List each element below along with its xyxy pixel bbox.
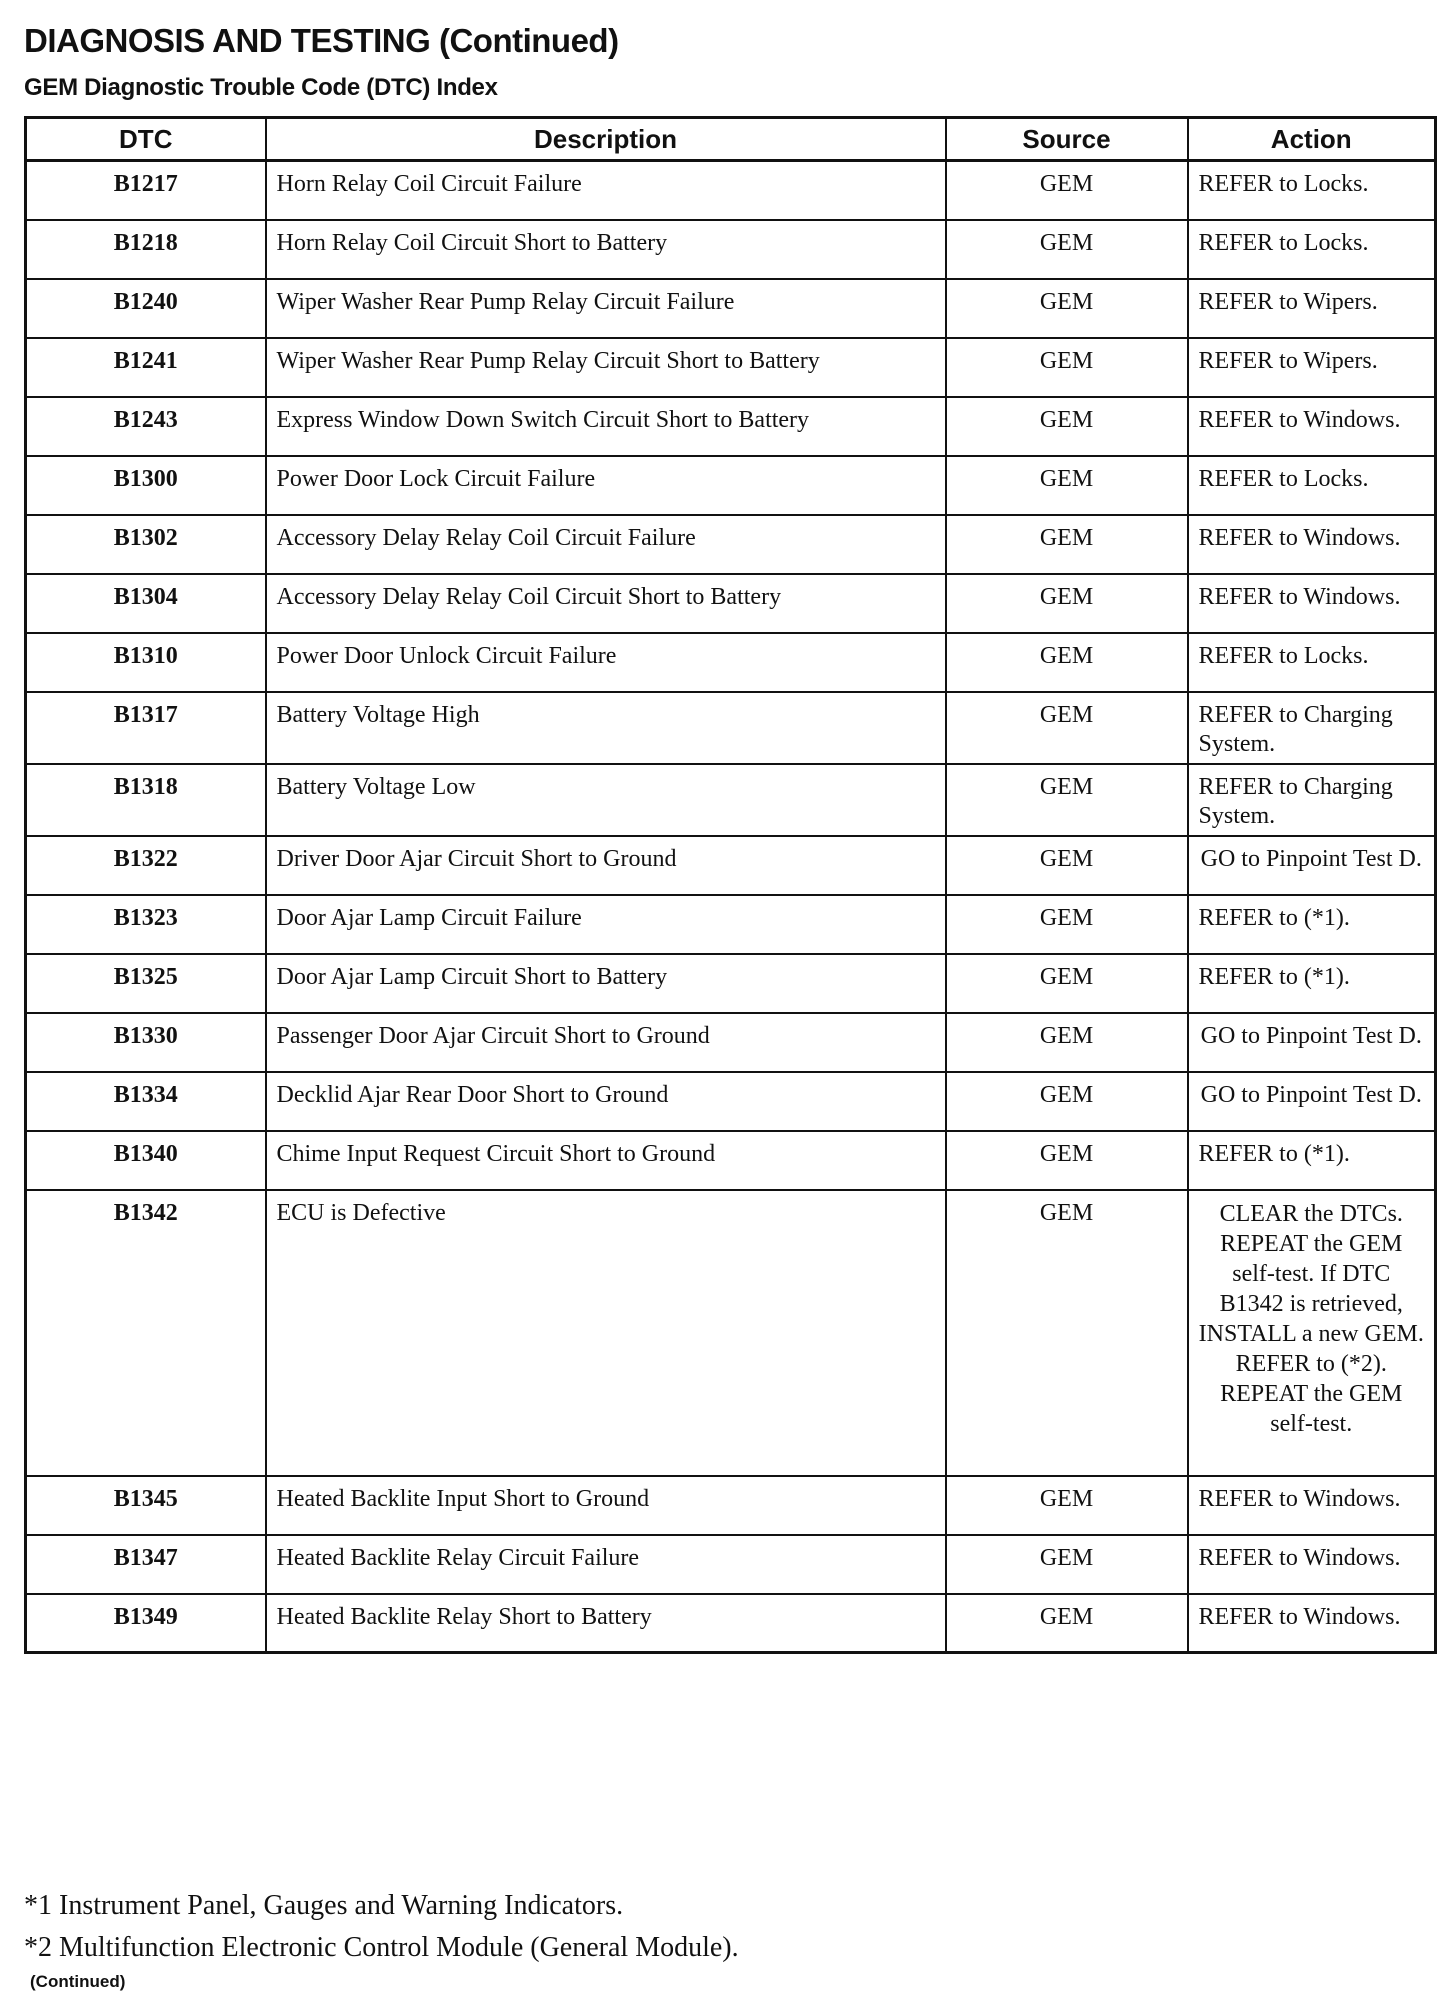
dtc-code: B1243 — [26, 397, 266, 456]
dtc-source: GEM — [946, 836, 1188, 895]
dtc-description: Accessory Delay Relay Coil Circuit Failure — [266, 515, 946, 574]
dtc-source: GEM — [946, 954, 1188, 1013]
dtc-description: Horn Relay Coil Circuit Short to Battery — [266, 220, 946, 279]
dtc-description: Battery Voltage Low — [266, 764, 946, 836]
dtc-description: Door Ajar Lamp Circuit Failure — [266, 895, 946, 954]
table-row — [26, 515, 1436, 574]
dtc-code: B1302 — [26, 515, 266, 574]
table-row — [26, 161, 1436, 220]
dtc-source: GEM — [946, 633, 1188, 692]
dtc-source: GEM — [946, 456, 1188, 515]
dtc-description: Driver Door Ajar Circuit Short to Ground — [266, 836, 946, 895]
dtc-source: GEM — [946, 895, 1188, 954]
dtc-code: B1217 — [26, 161, 266, 220]
dtc-action: GO to Pinpoint Test D. — [1188, 836, 1436, 895]
dtc-code: B1322 — [26, 836, 266, 895]
dtc-description: Passenger Door Ajar Circuit Short to Ground — [266, 1013, 946, 1072]
table-row — [26, 633, 1436, 692]
footnote-1: *1 Instrument Panel, Gauges and Warning Indicators. — [24, 1890, 624, 1921]
dtc-code: B1347 — [26, 1535, 266, 1594]
dtc-action: REFER to (*1). — [1188, 1131, 1436, 1190]
dtc-action: REFER to Windows. — [1188, 397, 1436, 456]
dtc-description: Horn Relay Coil Circuit Failure — [266, 161, 946, 220]
dtc-code: B1304 — [26, 574, 266, 633]
dtc-code: B1300 — [26, 456, 266, 515]
table-row — [26, 1013, 1436, 1072]
dtc-action: REFER to Windows. — [1188, 515, 1436, 574]
dtc-description: Decklid Ajar Rear Door Short to Ground — [266, 1072, 946, 1131]
dtc-action: REFER to (*1). — [1188, 954, 1436, 1013]
dtc-code: B1349 — [26, 1594, 266, 1653]
dtc-description: Battery Voltage High — [266, 692, 946, 764]
dtc-action: REFER to Windows. — [1188, 1535, 1436, 1594]
dtc-action: REFER to Wipers. — [1188, 279, 1436, 338]
dtc-action: REFER to Windows. — [1188, 574, 1436, 633]
column-header-source: Source — [946, 118, 1188, 161]
dtc-source: GEM — [946, 338, 1188, 397]
dtc-description: Wiper Washer Rear Pump Relay Circuit Short to Battery — [266, 338, 946, 397]
table-row — [26, 895, 1436, 954]
dtc-code: B1318 — [26, 764, 266, 836]
dtc-source: GEM — [946, 397, 1188, 456]
dtc-code: B1323 — [26, 895, 266, 954]
table-row — [26, 692, 1436, 764]
dtc-source: GEM — [946, 279, 1188, 338]
dtc-action: REFER to Windows. — [1188, 1476, 1436, 1535]
dtc-action: REFER to Locks. — [1188, 220, 1436, 279]
footnote-2: *2 Multifunction Electronic Control Module (General Module). — [24, 1932, 739, 1963]
dtc-code: B1317 — [26, 692, 266, 764]
dtc-source: GEM — [946, 692, 1188, 764]
dtc-description: Express Window Down Switch Circuit Short to Battery — [266, 397, 946, 456]
dtc-description: Heated Backlite Input Short to Ground — [266, 1476, 946, 1535]
dtc-code: B1340 — [26, 1131, 266, 1190]
dtc-source: GEM — [946, 161, 1188, 220]
dtc-action: GO to Pinpoint Test D. — [1188, 1072, 1436, 1131]
dtc-action: REFER to Wipers. — [1188, 338, 1436, 397]
dtc-description: Power Door Unlock Circuit Failure — [266, 633, 946, 692]
dtc-code: B1240 — [26, 279, 266, 338]
dtc-source: GEM — [946, 764, 1188, 836]
dtc-source: GEM — [946, 220, 1188, 279]
dtc-code: B1325 — [26, 954, 266, 1013]
dtc-action: CLEAR the DTCs. REPEAT the GEM self-test. If DTC B1342 is retrieved, INSTALL a new GEM. REFER to (*2). REPEAT the GEM self-test. — [1188, 1190, 1436, 1476]
table-row — [26, 338, 1436, 397]
dtc-code: B1330 — [26, 1013, 266, 1072]
dtc-code: B1334 — [26, 1072, 266, 1131]
dtc-code: B1218 — [26, 220, 266, 279]
table-row — [26, 1131, 1436, 1190]
table-row — [26, 1190, 1436, 1476]
page-title: DIAGNOSIS AND TESTING (Continued) — [24, 22, 619, 59]
table-row — [26, 456, 1436, 515]
dtc-code: B1345 — [26, 1476, 266, 1535]
dtc-description: Door Ajar Lamp Circuit Short to Battery — [266, 954, 946, 1013]
table-row — [26, 836, 1436, 895]
table-row — [26, 220, 1436, 279]
dtc-source: GEM — [946, 1535, 1188, 1594]
dtc-source: GEM — [946, 515, 1188, 574]
dtc-code: B1241 — [26, 338, 266, 397]
table-row — [26, 1535, 1436, 1594]
dtc-description: Power Door Lock Circuit Failure — [266, 456, 946, 515]
dtc-source: GEM — [946, 1476, 1188, 1535]
table-row — [26, 279, 1436, 338]
dtc-action: GO to Pinpoint Test D. — [1188, 1013, 1436, 1072]
table-row — [26, 764, 1436, 836]
dtc-source: GEM — [946, 1072, 1188, 1131]
dtc-description: ECU is Defective — [266, 1190, 946, 1476]
dtc-code: B1310 — [26, 633, 266, 692]
table-row — [26, 1072, 1436, 1131]
table-row — [26, 1594, 1436, 1653]
dtc-description: Accessory Delay Relay Coil Circuit Short to Battery — [266, 574, 946, 633]
dtc-source: GEM — [946, 1131, 1188, 1190]
dtc-source: GEM — [946, 1013, 1188, 1072]
column-header-action: Action — [1188, 118, 1436, 161]
dtc-source: GEM — [946, 574, 1188, 633]
table-row — [26, 574, 1436, 633]
dtc-description: Wiper Washer Rear Pump Relay Circuit Failure — [266, 279, 946, 338]
dtc-action: REFER to Locks. — [1188, 161, 1436, 220]
dtc-action: REFER to Windows. — [1188, 1594, 1436, 1653]
dtc-action: REFER to Locks. — [1188, 456, 1436, 515]
dtc-index-table — [24, 116, 1437, 1654]
table-row — [26, 954, 1436, 1013]
table-header-row — [26, 118, 1436, 161]
table-row — [26, 1476, 1436, 1535]
dtc-action: REFER to (*1). — [1188, 895, 1436, 954]
dtc-action: REFER to Charging System. — [1188, 764, 1436, 836]
dtc-description: Heated Backlite Relay Circuit Failure — [266, 1535, 946, 1594]
dtc-action: REFER to Locks. — [1188, 633, 1436, 692]
table-row — [26, 397, 1436, 456]
column-header-dtc: DTC — [26, 118, 266, 161]
dtc-source: GEM — [946, 1594, 1188, 1653]
dtc-description: Heated Backlite Relay Short to Battery — [266, 1594, 946, 1653]
column-header-description: Description — [266, 118, 946, 161]
dtc-source: GEM — [946, 1190, 1188, 1476]
continued-label: (Continued) — [30, 1972, 126, 1991]
section-title: GEM Diagnostic Trouble Code (DTC) Index — [24, 74, 498, 101]
dtc-code: B1342 — [26, 1190, 266, 1476]
dtc-description: Chime Input Request Circuit Short to Ground — [266, 1131, 946, 1190]
dtc-action: REFER to Charging System. — [1188, 692, 1436, 764]
